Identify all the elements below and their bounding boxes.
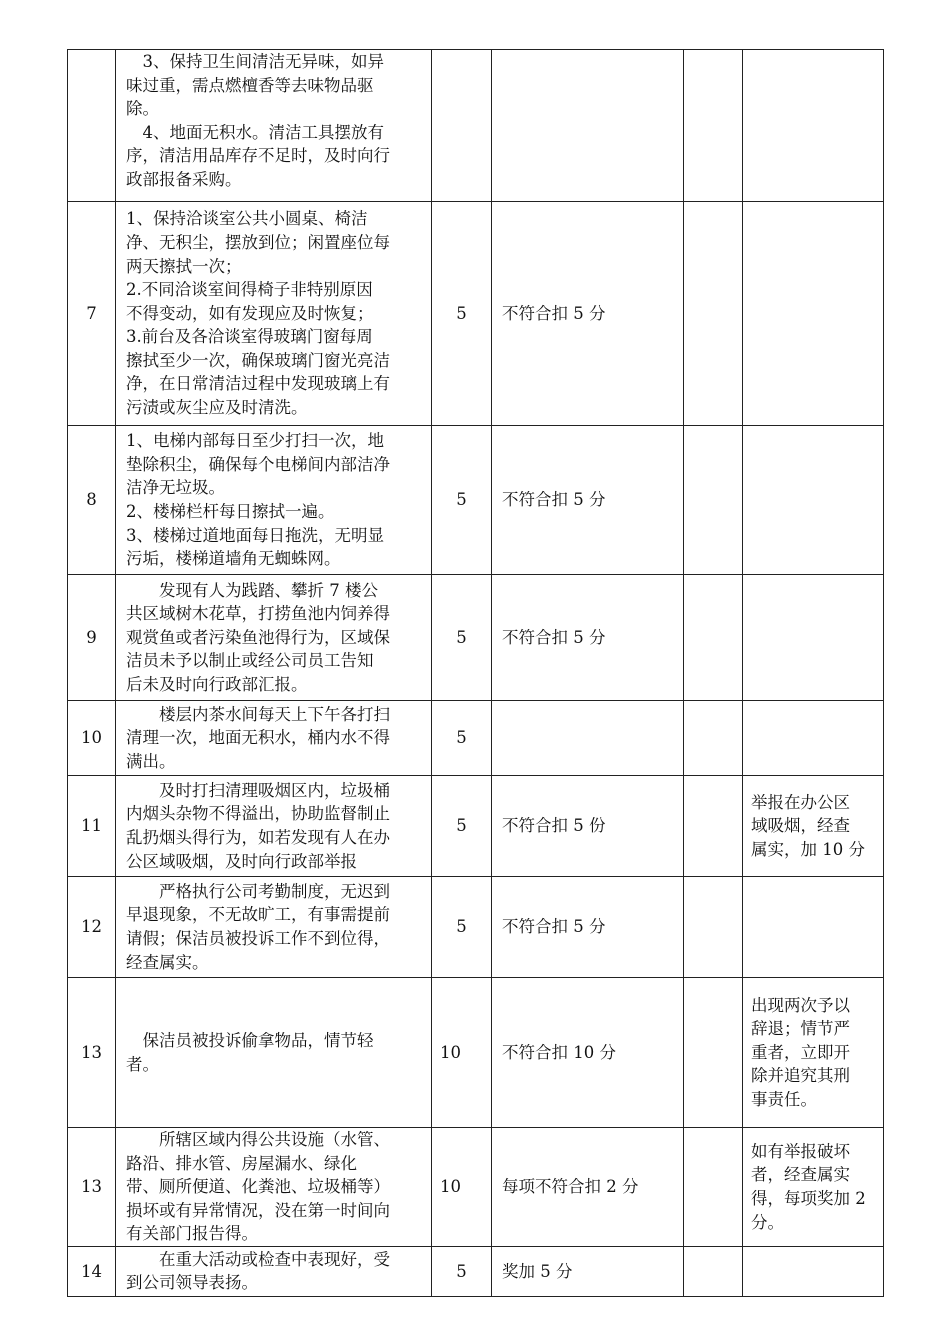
requirement-line: 1、电梯内部每日至少打扫一次，地 <box>126 431 384 451</box>
remark-line: 属实，加 10 分 <box>751 839 865 859</box>
item-number: 10 <box>68 701 116 776</box>
table-row <box>68 575 884 701</box>
item-number: 7 <box>68 202 116 426</box>
table-row <box>68 50 884 202</box>
remark <box>743 426 884 575</box>
requirement-line: 严格执行公司考勤制度，无迟到 <box>126 881 390 901</box>
remark-line: 事责任。 <box>751 1089 817 1109</box>
requirement-line: 损坏或有异常情况，没在第一时间向 <box>126 1200 390 1220</box>
requirement-line: 带、厕所便道、化粪池、垃圾桶等） <box>126 1177 390 1197</box>
requirement-line: 3、楼梯过道地面每日拖洗，无明显 <box>126 525 384 545</box>
requirement-line: 公区域吸烟，及时向行政部举报 <box>126 851 357 871</box>
deduction-rule <box>492 701 684 776</box>
score: 10 <box>432 1128 492 1247</box>
empty-cell <box>684 877 743 978</box>
requirement-line: 清理一次，地面无积水，桶内水不得 <box>126 728 390 748</box>
deduction-rule <box>492 50 684 202</box>
remark-line: 除并追究其刑 <box>751 1066 850 1086</box>
remark-line: 得，每项奖加 2 <box>751 1188 866 1208</box>
requirement-line: 有关部门报告得。 <box>126 1224 258 1244</box>
requirement-line: 乱扔烟头得行为，如若发现有人在办 <box>126 828 390 847</box>
score: 5 <box>432 877 492 978</box>
requirement-line: 到公司领导表扬。 <box>126 1273 258 1293</box>
item-number: 13 <box>68 1128 116 1247</box>
requirement-line: 发现有人为践踏、攀折 7 楼公 <box>126 580 378 600</box>
requirement-line: 政部报备采购。 <box>126 169 242 189</box>
remark-line: 如有举报破坏 <box>751 1141 850 1161</box>
requirement-line: 早退现象，不无故旷工，有事需提前 <box>126 905 390 925</box>
deduction-rule: 不符合扣 10 分 <box>492 978 684 1128</box>
requirement-line: 除。 <box>126 99 159 119</box>
requirement-line: 观赏鱼或者污染鱼池得行为，区域保 <box>126 627 390 647</box>
requirement-text <box>116 776 432 877</box>
requirement-line: 洁净无垃圾。 <box>126 478 225 498</box>
requirement-line: 3、保持卫生间清洁无异味，如异 <box>126 52 384 71</box>
requirement-text <box>116 575 432 701</box>
item-number: 13 <box>68 978 116 1128</box>
empty-cell <box>684 202 743 426</box>
requirement-line: 垫除积尘，确保每个电梯间内部洁净 <box>126 454 390 474</box>
score: 10 <box>432 978 492 1128</box>
requirement-line: 满出。 <box>126 751 176 771</box>
requirement-line: 楼层内茶水间每天上下午各打扫 <box>126 704 390 724</box>
score: 5 <box>432 1246 492 1296</box>
score: 5 <box>432 202 492 426</box>
empty-cell <box>684 426 743 575</box>
deduction-rule: 每项不符合扣 2 分 <box>492 1128 684 1247</box>
requirement-line: 路沿、排水管、房屋漏水、绿化 <box>126 1153 357 1173</box>
remark-line: 分。 <box>751 1212 784 1232</box>
empty-cell <box>684 978 743 1128</box>
remark <box>743 1246 884 1296</box>
requirement-text <box>116 1128 432 1247</box>
requirement-text <box>116 877 432 978</box>
remark <box>743 202 884 426</box>
remark-line: 辞退；情节严 <box>751 1019 850 1039</box>
table-row <box>68 202 884 426</box>
evaluation-table <box>67 49 884 1297</box>
requirement-line: 两天擦拭一次； <box>126 256 242 276</box>
requirement-line: 1、保持洽谈室公共小圆桌、椅洁 <box>126 209 368 229</box>
remark <box>743 50 884 202</box>
empty-cell <box>684 1128 743 1247</box>
deduction-rule: 不符合扣 5 分 <box>492 877 684 978</box>
score: 5 <box>432 701 492 776</box>
empty-cell <box>684 50 743 202</box>
remark <box>743 978 884 1128</box>
empty-cell <box>684 701 743 776</box>
requirement-line: 2.不同洽谈室间得椅子非特别原因 <box>126 280 373 300</box>
table-row <box>68 978 884 1128</box>
item-number: 14 <box>68 1246 116 1296</box>
item-number: 12 <box>68 877 116 978</box>
requirement-line: 污渍或灰尘应及时清洗。 <box>126 398 308 418</box>
requirement-line: 者。 <box>126 1054 159 1074</box>
remark-line: 重者，立即开 <box>751 1042 850 1062</box>
requirement-text <box>116 1246 432 1296</box>
requirement-line: 3.前台及各洽谈室得玻璃门窗每周 <box>126 327 373 347</box>
deduction-rule: 不符合扣 5 分 <box>492 202 684 426</box>
remark-line: 者，经查属实 <box>751 1165 850 1185</box>
score: 5 <box>432 426 492 575</box>
requirement-line: 4、地面无积水。清洁工具摆放有 <box>126 122 384 142</box>
empty-cell <box>684 776 743 877</box>
requirement-line: 不得变动，如有发现应及时恢复； <box>126 303 374 323</box>
empty-cell <box>684 575 743 701</box>
score: 5 <box>432 575 492 701</box>
requirement-line: 味过重，需点燃檀香等去味物品驱 <box>126 75 374 95</box>
requirement-line: 内烟头杂物不得溢出，协助监督制止 <box>126 804 390 824</box>
requirement-line: 净，在日常清洁过程中发现玻璃上有 <box>126 374 390 394</box>
requirement-text <box>116 701 432 776</box>
requirement-text <box>116 202 432 426</box>
requirement-text <box>116 50 432 202</box>
table-row <box>68 1128 884 1247</box>
remark <box>743 877 884 978</box>
requirement-line: 后未及时向行政部汇报。 <box>126 674 308 694</box>
remark <box>743 701 884 776</box>
remark-line: 举报在办公区 <box>751 792 850 812</box>
table-row <box>68 877 884 978</box>
remark-line: 出现两次予以 <box>751 995 850 1015</box>
requirement-line: 请假；保洁员被投诉工作不到位得， <box>126 929 390 948</box>
deduction-rule: 不符合扣 5 分 <box>492 426 684 575</box>
requirement-line: 序，清洁用品库存不足时，及时向行 <box>126 146 390 166</box>
table-row <box>68 426 884 575</box>
table-row <box>68 701 884 776</box>
remark-line: 域吸烟，经查 <box>751 816 850 836</box>
item-number: 8 <box>68 426 116 575</box>
deduction-rule: 奖加 5 分 <box>492 1246 684 1296</box>
requirement-line: 经查属实。 <box>126 952 209 972</box>
empty-cell <box>684 1246 743 1296</box>
requirement-line: 所辖区域内得公共设施（水管、 <box>126 1130 390 1149</box>
table-row <box>68 776 884 877</box>
requirement-line: 在重大活动或检查中表现好，受 <box>126 1249 390 1269</box>
item-number: 11 <box>68 776 116 877</box>
requirement-line: 保洁员被投诉偷拿物品，情节轻 <box>126 1030 374 1050</box>
table-row <box>68 1246 884 1296</box>
deduction-rule: 不符合扣 5 份 <box>492 776 684 877</box>
remark <box>743 575 884 701</box>
score: 5 <box>432 776 492 877</box>
item-number <box>68 50 116 202</box>
item-number: 9 <box>68 575 116 701</box>
deduction-rule: 不符合扣 5 分 <box>492 575 684 701</box>
requirement-text <box>116 426 432 575</box>
requirement-line: 擦拭至少一次，确保玻璃门窗光亮洁 <box>126 350 390 370</box>
remark <box>743 776 884 877</box>
requirement-line: 及时打扫清理吸烟区内，垃圾桶 <box>126 780 390 800</box>
requirement-line: 洁员未予以制止或经公司员工告知 <box>126 651 374 671</box>
requirement-line: 2、楼梯栏杆每日擦拭一遍。 <box>126 502 335 521</box>
score <box>432 50 492 202</box>
remark <box>743 1128 884 1247</box>
requirement-line: 共区域树木花草，打捞鱼池内饲养得 <box>126 604 390 624</box>
requirement-line: 净、无积尘，摆放到位；闲置座位每 <box>126 232 390 252</box>
requirement-line: 污垢，楼梯道墙角无蜘蛛网。 <box>126 549 341 569</box>
requirement-text <box>116 978 432 1128</box>
